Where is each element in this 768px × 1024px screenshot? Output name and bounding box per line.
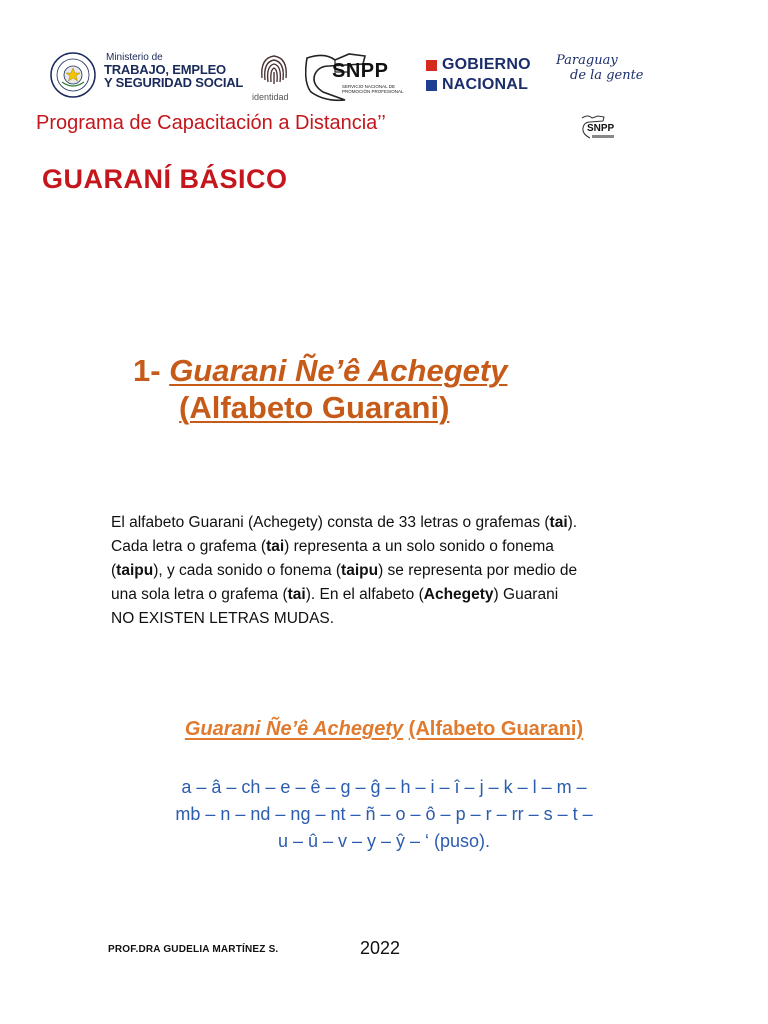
course-title: GUARANÍ BÁSICO <box>42 164 288 194</box>
alphabet-line3: u – û – v – y – ŷ – ‘ (puso). <box>277 831 491 851</box>
paraguay-de-la-gente-logo <box>556 54 644 84</box>
ministry-logo-text <box>104 53 243 89</box>
snpp-subtitle-line2: PROMOCIÓN PROFESIONAL <box>342 89 404 95</box>
ministry-line2: TRABAJO, EMPLEO <box>104 62 226 77</box>
intro-paragraph: El alfabeto Guarani (Achegety) consta de 33 letras o grafemas (tai). Cada letra o grafema (tai) representa a un solo sonido o fonema (taipu), y cada sonido o fonema (taipu) se representa por medio de una sola letra o grafema (tai). En el alfabeto (Achegety) Guarani NO EXISTEN LETRAS MUDAS. <box>111 514 578 627</box>
snpp-mini-text: SNPP <box>587 123 615 134</box>
red-square-icon <box>426 60 437 71</box>
year-label: 2022 <box>360 938 401 958</box>
snpp-subtitle-line1: SERVICIO NACIONAL DE <box>342 84 396 89</box>
identidad-label: identidad <box>252 92 289 102</box>
alphabet-list <box>0 774 768 855</box>
program-title: Programa de Capacitación a Distancia’’ <box>36 112 386 134</box>
subheading-regular: (Alfabeto Guarani) <box>408 718 584 740</box>
subheading-italic: Guarani Ñe’ê Achegety <box>184 718 404 740</box>
section-title-line2: (Alfabeto Guarani) <box>179 390 450 426</box>
section-number: 1- <box>133 353 170 388</box>
alphabet-line1: a – â – ch – e – ê – g – ĝ – h – i – î – j – k – l – m – <box>181 777 587 797</box>
paraguay-line1: Paraguay <box>556 53 618 68</box>
snpp-mini-logo <box>578 114 618 142</box>
ministry-line3: Y SEGURIDAD SOCIAL <box>104 75 244 90</box>
ministry-line1: Ministerio de <box>106 52 163 63</box>
snpp-logo-text: SNPP <box>332 60 389 82</box>
paraguay-line2: de la gente <box>570 67 644 83</box>
author-credit: PROF.DRA GUDELIA MARTÍNEZ S. <box>108 944 279 955</box>
gobierno-text: GOBIERNO <box>442 56 531 73</box>
nacional-text: NACIONAL <box>442 76 529 93</box>
snpp-subtitle <box>342 84 404 94</box>
fingerprint-icon <box>254 48 294 92</box>
alphabet-subheading <box>0 718 768 741</box>
gobierno-nacional-logo <box>426 55 531 95</box>
alphabet-line2: mb – n – nd – ng – nt – ñ – o – ô – p – r – rr – s – t – <box>175 804 593 824</box>
republic-seal-icon <box>50 52 96 98</box>
blue-square-icon <box>426 80 437 91</box>
section-title-line1: Guarani Ñe’ê Achegety <box>169 353 508 388</box>
section-heading <box>133 352 507 426</box>
